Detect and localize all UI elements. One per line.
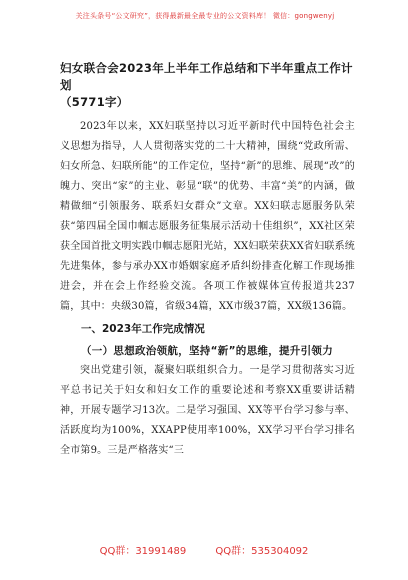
footer-qq-group-1: QQ群：31991489 bbox=[99, 546, 187, 557]
section-heading: 一、2023年工作完成情况 bbox=[81, 323, 205, 335]
footer-qq-group-2: QQ群：535304092 bbox=[215, 546, 309, 557]
document-body bbox=[60, 60, 355, 461]
footer-contacts bbox=[0, 542, 408, 557]
intro-paragraph: 2023年以来，XX妇联坚持以习近平新时代中国特色社会主义思想为指导，人人贯彻落实党的二十大精神，围绕“党政所需、妇女所急、妇联所能”的工作定位，坚持“新”的思维、展现“改”的魄力、突出“家”的主业、彰显“联”的优势、丰富“美”的内涵，做精做细“引领服务、联系妇女群众”文章。XX妇联志愿服务队荣获“第四届全国巾帼志愿服务征集展示活动十佳组织”，XX社区荣获全国首批文明实践巾帼志愿阳光站，XX妇联荣获XX省妇联系统先进集体，参与承办XX市婚姻家庭矛盾纠纷排查化解工作现场推进会，并在会上作经验交流。各项工作被媒体宣传报道共237篇，其中：央级30篇，省级34篇，XX市级37篇，XX级136篇。 bbox=[60, 121, 355, 312]
body-paragraph: 突出党建引领，凝聚妇联组织合力。一是学习贯彻落实习近平总书记关于妇女和妇女工作的重要论述和考察XX重要讲话精神，开展专题学习13次。二是学习强国、XX等平台学习参与率、活跃度均为100%，XXAPP使用率100%，XX学习平台学习排名全市第9。三是严格落实“三 bbox=[60, 365, 355, 456]
header-banner: 关注头条号“公文研究”，获得最新最全最专业的公文资料库！ 微信：gongwenyj bbox=[75, 12, 335, 20]
subsection-heading: （一）思想政治领航，坚持“新”的思维，提升引领力 bbox=[81, 345, 334, 357]
word-count: （5771字） bbox=[60, 95, 129, 109]
document-title: 妇女联合会2023年上半年工作总结和下半年重点工作计划 bbox=[60, 61, 353, 92]
